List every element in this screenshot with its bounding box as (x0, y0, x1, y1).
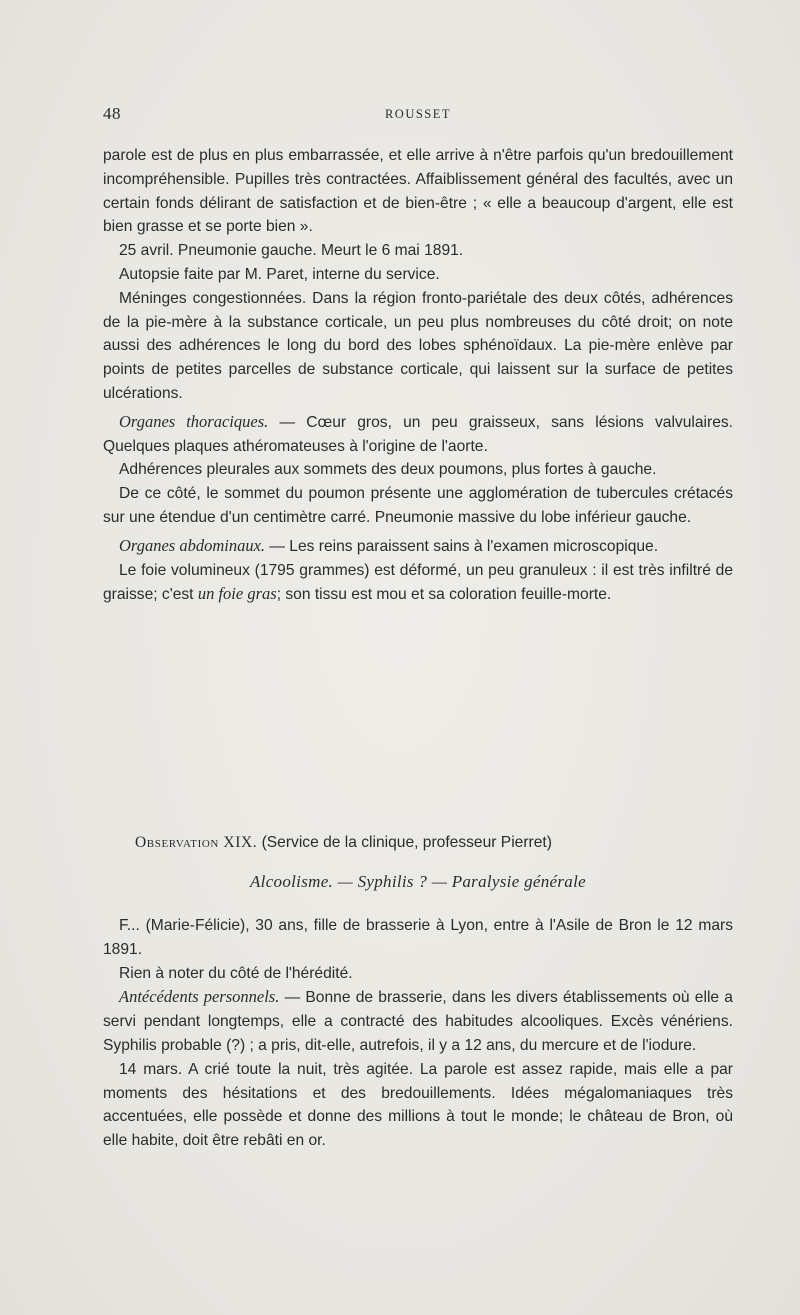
page-number: 48 (103, 104, 121, 123)
observation-number: Observation XIX. (135, 834, 258, 851)
body-text-block-1 (103, 144, 733, 607)
paragraph-organes-abdominaux (103, 534, 733, 559)
paragraph: Autopsie faite par M. Paret, interne du service. (119, 265, 440, 283)
paragraph-organes-thoraciques (103, 410, 733, 459)
section-label: Organes thoraciques. (119, 411, 269, 431)
section-label: Organes abdominaux. (119, 535, 266, 555)
italic-phrase: un foie gras (197, 584, 277, 604)
paragraph: 14 mars. A crié toute la nuit, très agitée. La parole est assez rapide, mais elle a par moments des hésitations et des bredouillements. Idées mégalomaniaques très accentuées, elle possède et donne des millions à tout le monde; le château de Bron, où elle habite, doit être rebâti en or. (103, 1060, 733, 1150)
paragraph: De ce côté, le sommet du poumon présente une agglomération de tubercules crétacés sur une étendue d'un centimètre carré. Pneumonie massive du lobe inférieur gauche. (103, 485, 733, 526)
paragraph-text: — Cœur gros, un peu graisseux, sans lésions valvulaires. Quelques plaques athéromateuses à l'origine de l'aorte. (103, 413, 733, 455)
paragraph: Rien à noter du côté de l'hérédité. (119, 964, 353, 982)
paragraph-text: — Bonne de brasserie, dans les divers établissements où elle a servi pendant longtemps, elle a contracté des habitudes alcooliques. Excès vénériens. Syphilis probable (?) ; a pris, dit-elle, autrefois, il y a 12 ans, du mercure et de l'iodure. (103, 989, 733, 1054)
body-text-block-2 (103, 914, 733, 1153)
paragraph-antecedents (103, 985, 733, 1057)
page-header (103, 104, 733, 126)
running-head: ROUSSET (384, 107, 452, 121)
observation-service: (Service de la clinique, professeur Pierret) (257, 834, 552, 851)
paragraph-text: ; son tissu est mou et sa coloration feuille-morte. (276, 586, 612, 604)
observation-title (103, 834, 733, 852)
paragraph: parole est de plus en plus embarrassée, et elle arrive à n'être parfois qu'un bredouillement incompréhensible. Pupilles très contractées. Affaiblissement général des facultés, avec un certain fonds délirant de satisfaction et de bien-être ; « elle a beaucoup d'argent, elle est bien grasse et se porte bien ». (103, 147, 733, 236)
paragraph: F... (Marie-Félicie), 30 ans, fille de brasserie à Lyon, entre à l'Asile de Bron le 12 mars 1891. (103, 917, 733, 958)
paragraph: 25 avril. Pneumonie gauche. Meurt le 6 mai 1891. (119, 242, 464, 260)
paragraph: Méninges congestionnées. Dans la région fronto-pariétale des deux côtés, adhérences de la pie-mère à la substance corticale, un peu plus nombreuses du côté droit; on note aussi des adhérences le long du bord des lobes sphénoïdaux. La pie-mère enlève par points de petites parcelles de substance corticale, qui laissent sur la surface de petites ulcérations. (103, 289, 733, 402)
paragraph-text: — Les reins paraissent sains à l'examen microscopique. (265, 537, 659, 555)
paragraph-foie (103, 559, 733, 608)
paragraph-text: Le foie volumineux (1795 grammes) est déformé, un peu granuleux : il est très infiltré de graisse; c'est (103, 561, 733, 604)
observation-subtitle: Alcoolisme. — Syphilis ? — Paralysie générale (250, 872, 586, 891)
paragraph: Adhérences pleurales aux sommets des deux poumons, plus fortes à gauche. (119, 461, 657, 479)
section-label: Antécédents personnels. (119, 987, 280, 1007)
